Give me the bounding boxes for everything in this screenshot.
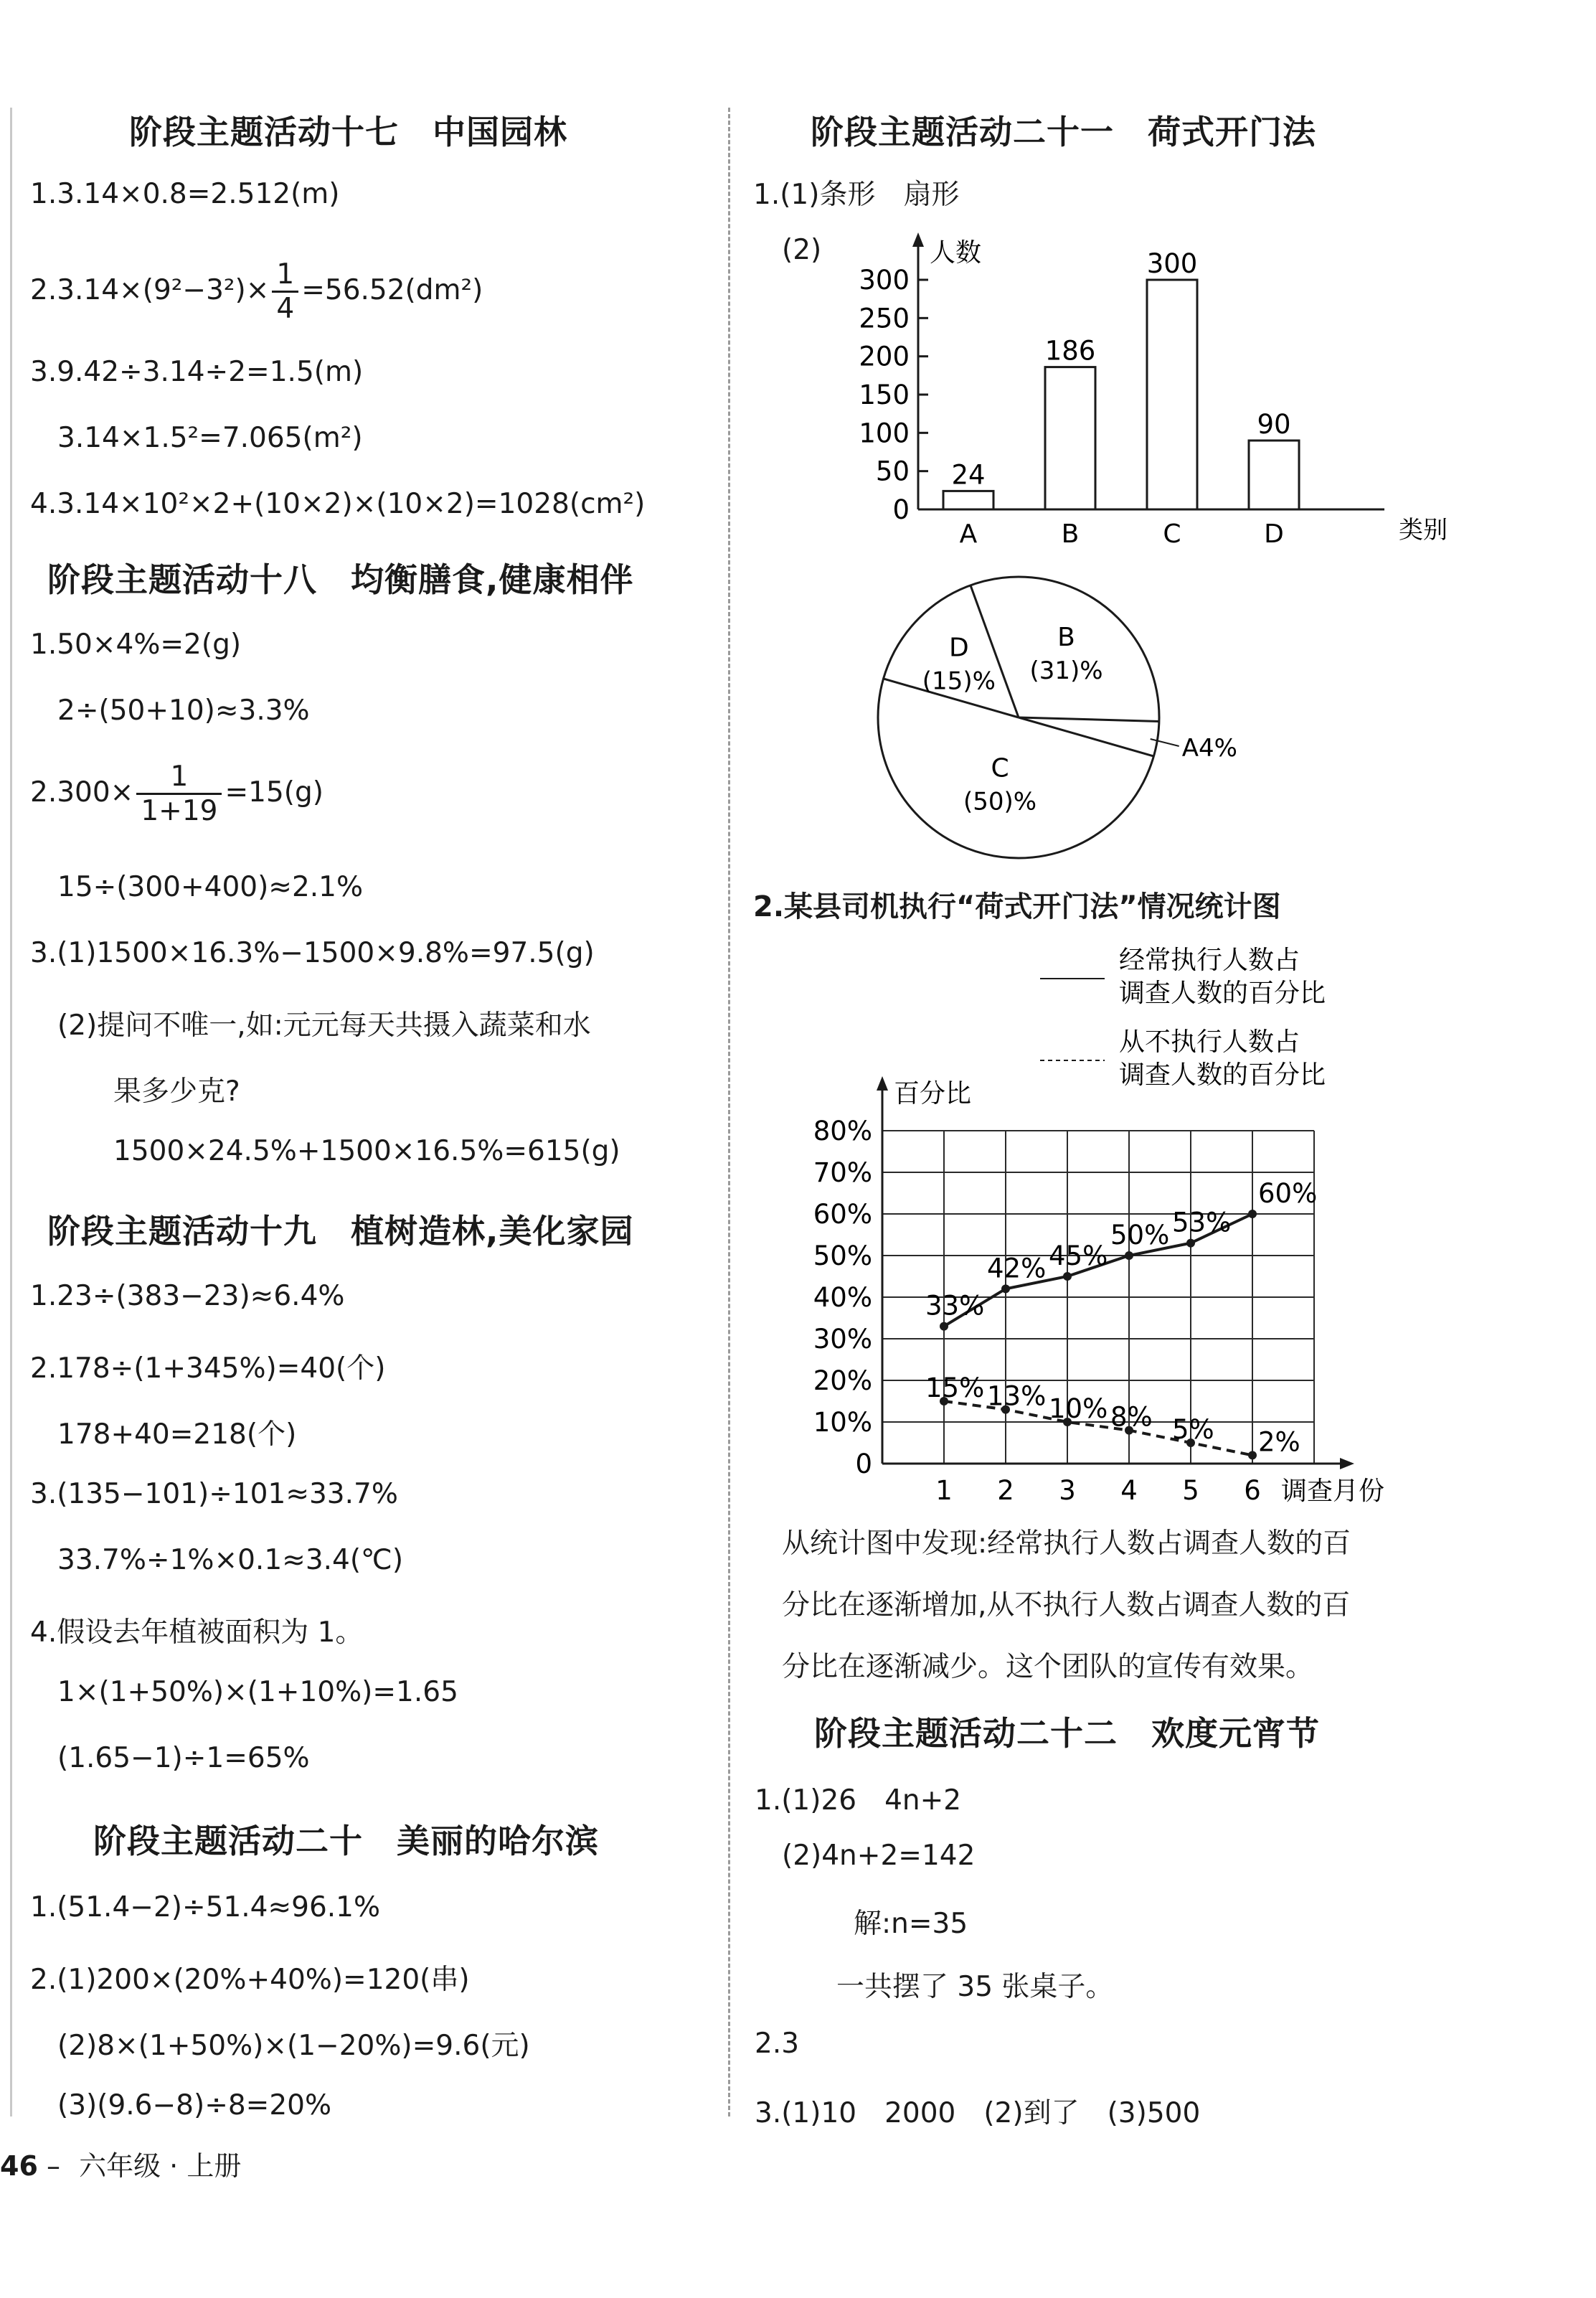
line-x-label: 调查月份 <box>1281 1477 1385 1506</box>
fraction-numerator: 1 <box>272 258 298 293</box>
conclusion-line-2: 分比在逐渐增加,从不执行人数占调查人数的百 <box>782 1589 1351 1621</box>
bar-y-tick-label: 50 <box>875 456 910 487</box>
line-x-tick-label: 2 <box>997 1475 1014 1506</box>
series-1-data-label: 45% <box>1049 1240 1108 1271</box>
bar-y-arrow <box>912 232 924 247</box>
pie-slice-B-name: B <box>1057 622 1075 652</box>
line-y-tick-label: 50% <box>813 1240 872 1271</box>
line-x-arrow <box>1340 1458 1354 1469</box>
series-2-point <box>1248 1451 1257 1459</box>
sec21-q1-2: (2) <box>782 234 822 266</box>
line-y-tick-label: 0 <box>855 1449 872 1479</box>
sec18-line-2: 2÷(50+10)≈3.3% <box>57 694 310 727</box>
fraction <box>272 258 298 325</box>
series-1-data-label: 33% <box>925 1290 985 1322</box>
bar-category-label: D <box>1264 519 1284 549</box>
bar-value-label: 300 <box>1146 248 1198 279</box>
legend-label-line2: 调查人数的百分比 <box>1119 1060 1326 1090</box>
sec18-line-8: 1500×24.5%+1500×16.5%=615(g) <box>113 1135 620 1167</box>
bar-category-label: B <box>1061 519 1080 549</box>
bar-x-label: 类别 <box>1399 516 1448 545</box>
sec22-line-1: 1.(1)26 4n+2 <box>755 1784 962 1817</box>
sec20-line-1: 1.(51.4−2)÷51.4≈96.1% <box>30 1891 381 1923</box>
sec19-line-8: (1.65−1)÷1=65% <box>57 1742 310 1774</box>
sec17-line-4: 3.14×1.5²=7.065(m²) <box>57 422 363 454</box>
bar-B <box>1045 367 1095 509</box>
sec22-line-5: 2.3 <box>755 2028 800 2060</box>
line-x-tick-label: 3 <box>1059 1475 1076 1506</box>
series-1-data-label: 50% <box>1110 1220 1170 1251</box>
legend-label-line1: 从不执行人数占 <box>1119 1027 1300 1057</box>
series-1-point <box>1063 1272 1072 1281</box>
sec17-line-1: 1.3.14×0.8=2.512(m) <box>30 178 340 210</box>
conclusion-line-1: 从统计图中发现:经常执行人数占调查人数的百 <box>782 1527 1351 1560</box>
bar-y-tick-label: 100 <box>859 418 910 449</box>
series-1-point <box>1248 1210 1257 1218</box>
line-x-tick-label: 6 <box>1244 1475 1261 1506</box>
section-17-title: 阶段主题活动十七 中国园林 <box>129 113 567 151</box>
legend-label-line1: 经常执行人数占 <box>1119 946 1300 975</box>
series-1-point <box>1125 1251 1133 1260</box>
section-18-title: 阶段主题活动十八 均衡膳食,健康相伴 <box>47 560 634 599</box>
sec19-line-4: 3.(135−101)÷101≈33.7% <box>30 1478 398 1510</box>
pie-slice-C-name: C <box>991 753 1009 783</box>
sec18-line-4: 15÷(300+400)≈2.1% <box>57 871 364 903</box>
sec19-line-2: 2.178÷(1+345%)=40(个) <box>30 1352 386 1385</box>
sec22-line-2: (2)4n+2=142 <box>782 1840 976 1872</box>
sec20-line-4: (3)(9.6−8)÷8=20% <box>57 2089 332 2122</box>
line-y-label: 百分比 <box>894 1079 972 1108</box>
series-2-data-label: 15% <box>925 1372 985 1403</box>
fraction-denominator: 1+19 <box>141 795 218 827</box>
line-x-tick-label: 1 <box>935 1475 953 1506</box>
pie-chart <box>811 567 1255 868</box>
line-y-tick-label: 70% <box>813 1157 872 1188</box>
bar-C <box>1147 280 1197 509</box>
series-2-data-label: 5% <box>1172 1414 1214 1445</box>
sec18-line-3-post: =15(g) <box>225 776 324 809</box>
series-1-data-label: 42% <box>987 1253 1047 1284</box>
fraction-numerator: 1 <box>136 760 222 795</box>
sec19-line-6: 4.假设去年植被面积为 1。 <box>30 1616 364 1649</box>
line-y-tick-label: 30% <box>813 1324 872 1355</box>
sec18-line-6: (2)提问不唯一,如:元元每天共摄入蔬菜和水 <box>57 1009 591 1042</box>
bar-value-label: 186 <box>1044 335 1096 367</box>
section-19-title: 阶段主题活动十九 植树造林,美化家园 <box>47 1212 634 1251</box>
section-22-title: 阶段主题活动二十二 欢度元宵节 <box>814 1714 1320 1753</box>
sec22-line-6: 3.(1)10 2000 (2)到了 (3)500 <box>755 2097 1201 2129</box>
sec20-line-2: 2.(1)200×(20%+40%)=120(串) <box>30 1964 470 1996</box>
bar-y-tick-label: 200 <box>859 341 910 372</box>
sec17-line-3: 3.9.42÷3.14÷2=1.5(m) <box>30 356 364 388</box>
line-y-tick-label: 80% <box>813 1116 872 1146</box>
sec22-line-3: 解:n=35 <box>854 1908 968 1940</box>
section-20-title: 阶段主题活动二十 美丽的哈尔滨 <box>93 1822 599 1860</box>
pie-slice-B-value: (31)% <box>1029 656 1103 685</box>
line-y-arrow <box>877 1076 888 1091</box>
bar-chart <box>811 222 1448 552</box>
series-1-data-label: 53% <box>1172 1207 1232 1238</box>
sec17-line-2 <box>30 258 483 325</box>
q2-title: 2.某县司机执行“荷式开门法”情况统计图 <box>753 890 1281 923</box>
series-2-data-label: 13% <box>987 1380 1047 1412</box>
bar-D <box>1249 441 1299 509</box>
series-1-point <box>1186 1239 1195 1248</box>
sec18-line-3-pre: 2.300× <box>30 776 134 809</box>
page-footer <box>0 2144 241 2183</box>
series-2-data-label: 10% <box>1049 1393 1108 1424</box>
line-chart <box>768 926 1470 1507</box>
sec18-line-3 <box>30 760 324 827</box>
page-number: 46 <box>0 2150 38 2182</box>
bar-y-tick-label: 150 <box>859 380 910 410</box>
line-x-tick-label: 5 <box>1182 1475 1199 1506</box>
sec18-line-1: 1.50×4%=2(g) <box>30 628 242 661</box>
bar-A <box>943 491 993 509</box>
series-1-point <box>940 1322 948 1331</box>
bar-y-tick-label: 300 <box>859 265 910 296</box>
fraction <box>136 760 222 827</box>
right-column <box>739 0 1596 2298</box>
sec19-line-1: 1.23÷(383−23)≈6.4% <box>30 1280 345 1312</box>
sec17-line-2-post: =56.52(dm²) <box>301 274 483 306</box>
series-1-data-label: 60% <box>1258 1178 1318 1209</box>
column-divider <box>728 108 730 2116</box>
bar-category-label: C <box>1163 519 1181 549</box>
pie-slice-D-name: D <box>948 633 969 663</box>
bar-value-label: 90 <box>1257 409 1291 440</box>
pie-slice-A-label: A4% <box>1181 733 1237 763</box>
sec17-line-5: 4.3.14×10²×2+(10×2)×(10×2)=1028(cm²) <box>30 488 646 520</box>
sec20-line-3: (2)8×(1+50%)×(1−20%)=9.6(元) <box>57 2030 530 2062</box>
series-1-point <box>1001 1284 1010 1293</box>
bar-value-label: 24 <box>951 459 986 491</box>
bar-y-tick-label: 0 <box>892 494 910 525</box>
legend-label-line2: 调查人数的百分比 <box>1119 979 1326 1008</box>
pie-slice-C-value: (50)% <box>963 787 1037 816</box>
series-2-data-label: 8% <box>1110 1401 1153 1433</box>
conclusion-line-3: 分比在逐渐减少。这个团队的宣传有效果。 <box>782 1651 1314 1683</box>
fraction-denominator: 4 <box>276 293 295 325</box>
line-y-tick-label: 20% <box>813 1365 872 1396</box>
footer-separator: – <box>46 2150 60 2182</box>
bar-category-label: A <box>959 519 978 549</box>
footer-grade: 六年级 · 上册 <box>79 2150 242 2182</box>
line-y-tick-label: 40% <box>813 1282 872 1313</box>
sec19-line-5: 33.7%÷1%×0.1≈3.4(℃) <box>57 1544 404 1576</box>
line-y-tick-label: 60% <box>813 1199 872 1230</box>
section-21-title: 阶段主题活动二十一 荷式开门法 <box>811 113 1316 151</box>
bar-y-label: 人数 <box>930 238 982 268</box>
sec18-line-7: 果多少克? <box>113 1075 240 1108</box>
sec21-q1: 1.(1)条形 扇形 <box>753 179 960 211</box>
series-2-data-label: 2% <box>1258 1426 1300 1458</box>
sec18-line-5: 3.(1)1500×16.3%−1500×9.8%=97.5(g) <box>30 937 595 969</box>
pie-slice-D-value: (15)% <box>922 667 996 696</box>
bar-y-tick-label: 250 <box>859 303 910 334</box>
line-y-tick-label: 10% <box>813 1407 872 1438</box>
sec19-line-7: 1×(1+50%)×(1+10%)=1.65 <box>57 1676 458 1708</box>
sec17-line-2-pre: 2.3.14×(9²−3²)× <box>30 274 270 306</box>
left-column <box>0 0 724 2298</box>
line-x-tick-label: 4 <box>1120 1475 1138 1506</box>
sec19-line-3: 178+40=218(个) <box>57 1418 297 1451</box>
sec22-line-4: 一共摆了 35 张桌子。 <box>836 1971 1114 2003</box>
